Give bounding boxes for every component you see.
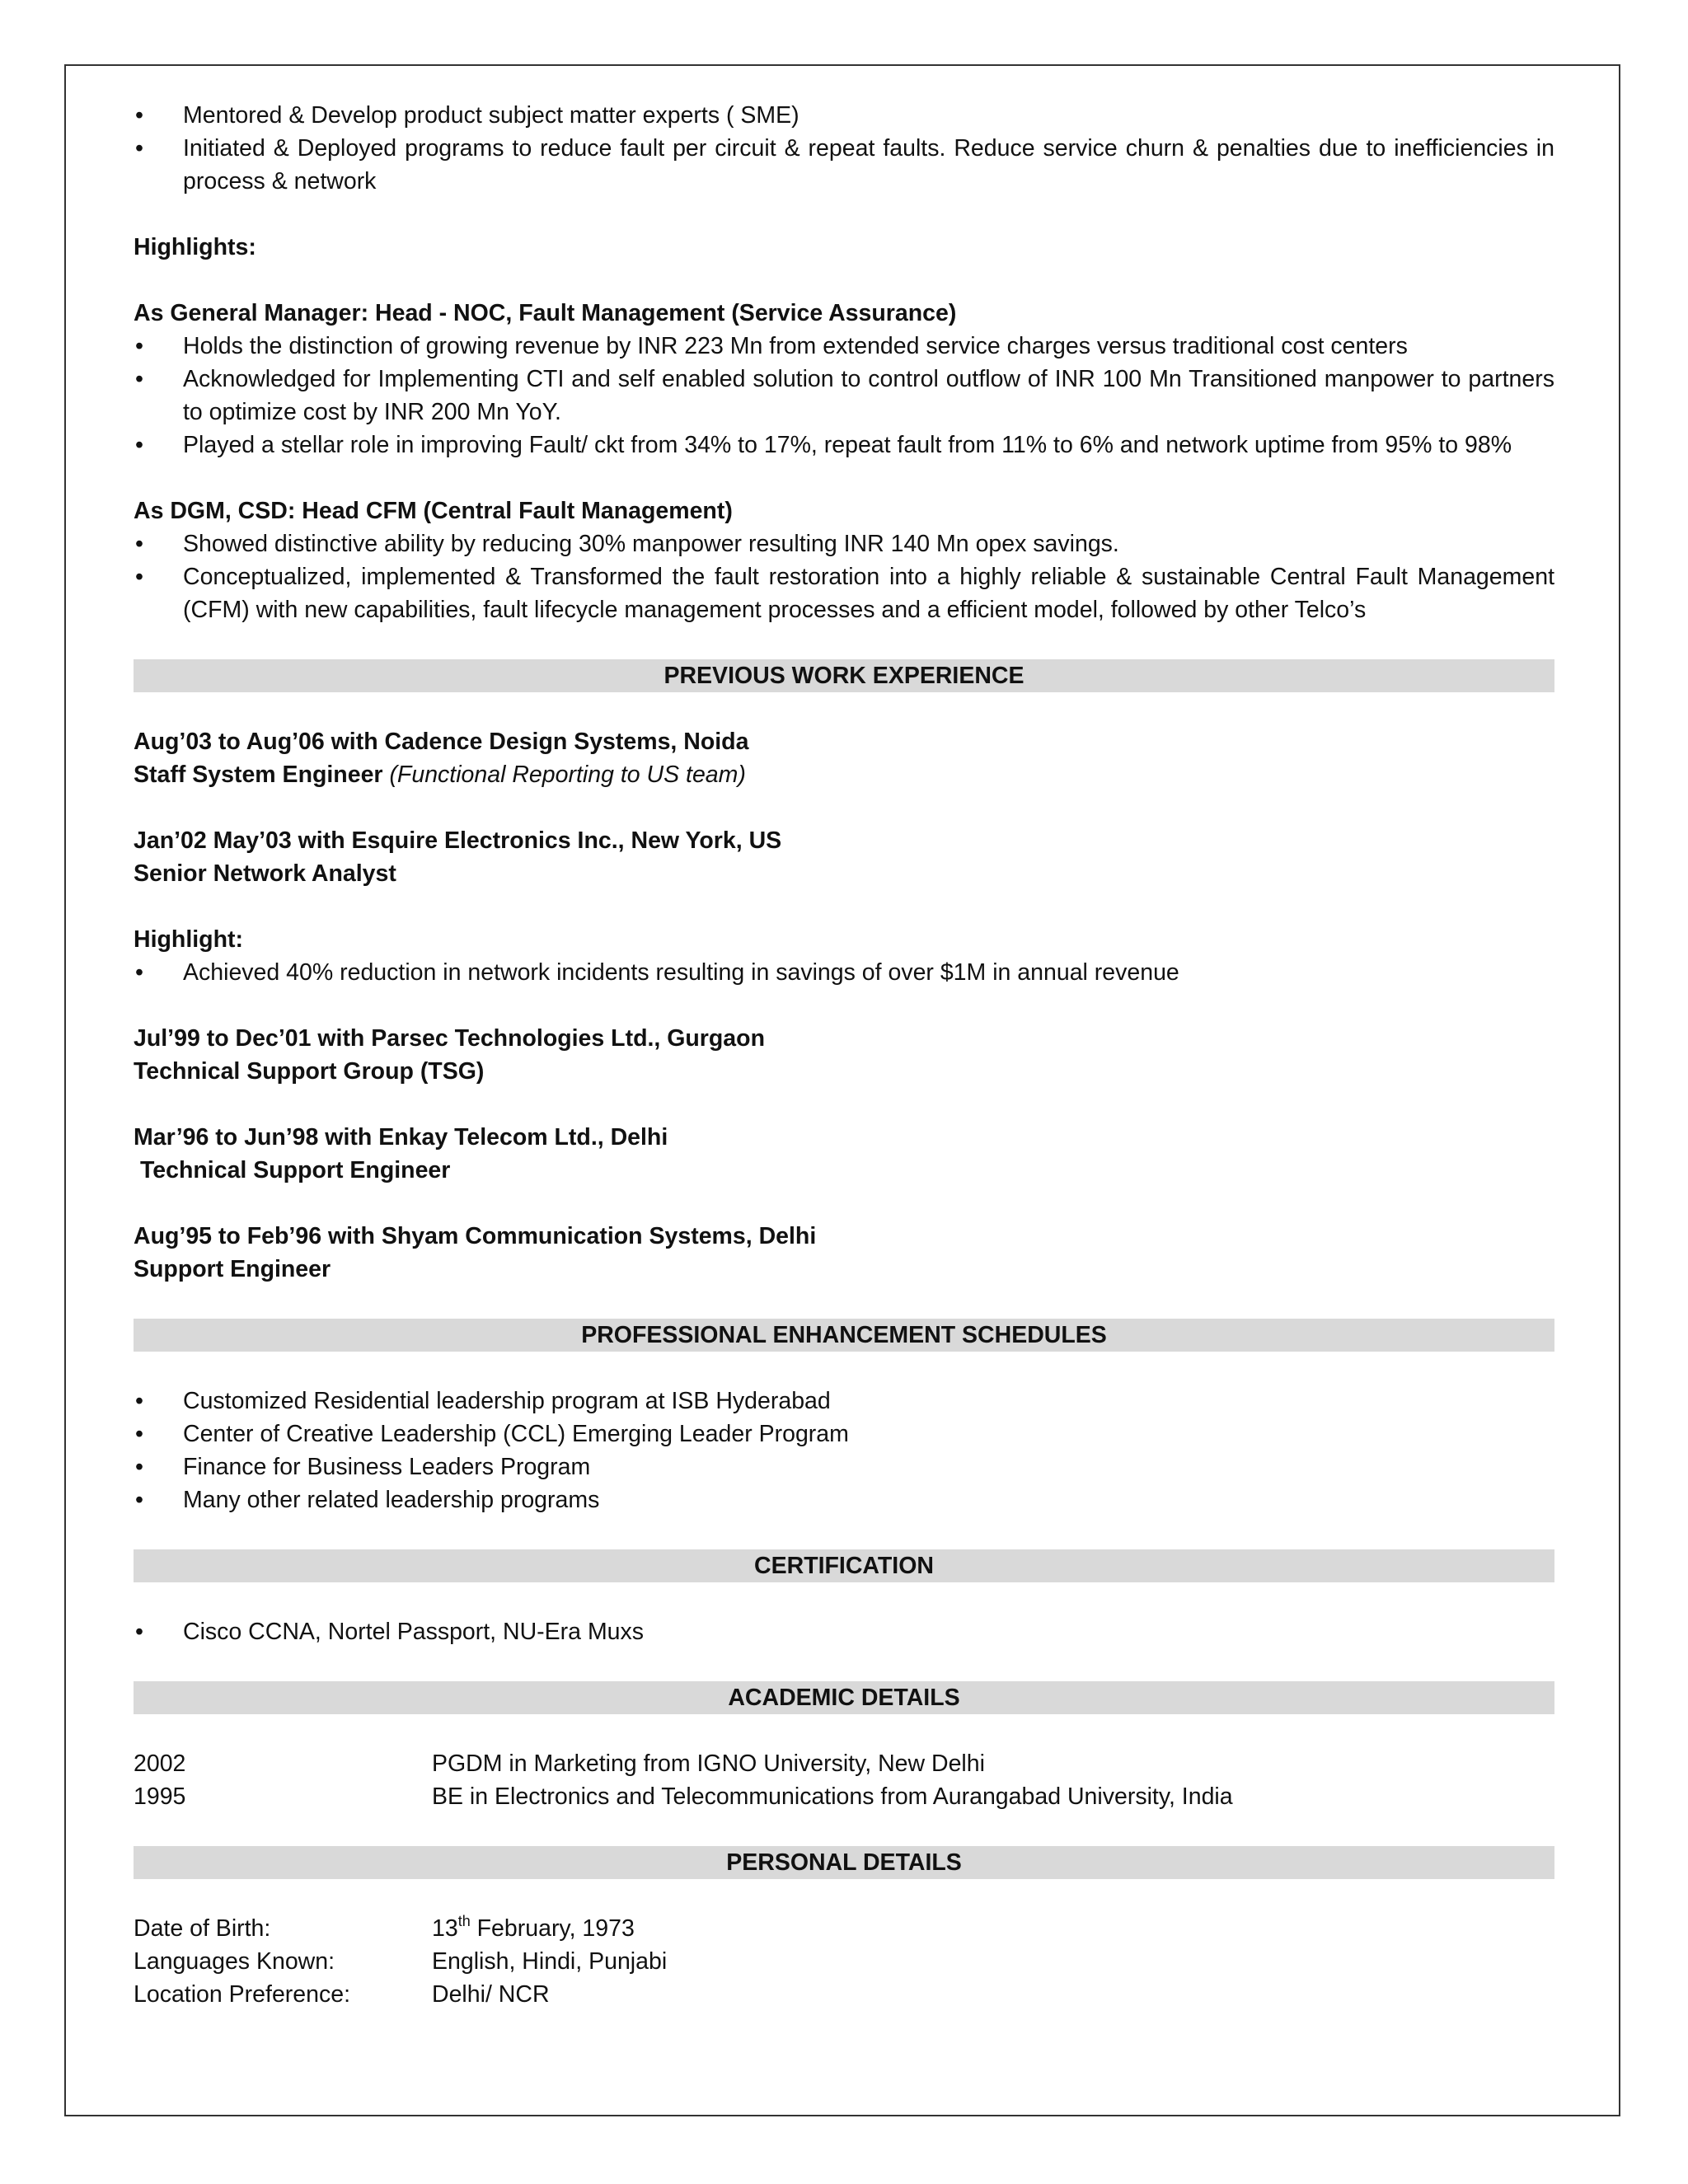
list-item: • Finance for Business Leaders Program: [134, 1451, 1554, 1483]
languages-label: Languages Known:: [134, 1948, 335, 1975]
section-personal: PERSONAL DETAILS: [134, 1846, 1554, 1879]
gm-heading: As General Manager: Head - NOC, Fault Management (Service Assurance): [134, 300, 957, 326]
esquire-bullet-list: [134, 956, 1554, 989]
list-item: • Mentored & Develop product subject matter experts ( SME): [134, 99, 1554, 132]
list-item: • Holds the distinction of growing revenue by INR 223 Mn from extended service charges versus traditional cost centers: [134, 330, 1554, 363]
dob-label: Date of Birth:: [134, 1915, 271, 1942]
list-item: • Acknowledged for Implementing CTI and self enabled solution to control outflow of INR 100 Mn Transitioned manpower to partners to optimize cost by INR 200 Mn YoY.: [134, 363, 1554, 429]
job-esquire-highlight-label: Highlight:: [134, 926, 243, 953]
job-esquire-line: Jan’02 May’03 with Esquire Electronics Inc., New York, US: [134, 827, 782, 854]
bullet-icon: •: [135, 531, 143, 557]
list-item: • Center of Creative Leadership (CCL) Emerging Leader Program: [134, 1418, 1554, 1451]
bullet-icon: •: [135, 1487, 143, 1513]
academic-year: 1995: [134, 1783, 186, 1810]
bullet-icon: •: [135, 432, 143, 458]
location-value: Delhi/ NCR: [432, 1981, 550, 2008]
section-certification: CERTIFICATION: [134, 1549, 1554, 1582]
academic-detail: BE in Electronics and Telecommunications from Aurangabad University, India: [432, 1783, 1233, 1810]
job-enkay-role: Technical Support Engineer: [140, 1157, 451, 1183]
job-cadence-role-row: [134, 758, 1554, 791]
bullet-icon: •: [135, 102, 143, 129]
dgm-heading: As DGM, CSD: Head CFM (Central Fault Management): [134, 498, 733, 524]
gm-bullet-list: [134, 330, 1554, 462]
personal-location-row: [134, 1978, 1554, 2011]
personal-dob-row: [134, 1912, 1554, 1945]
job-cadence-line: Aug’03 to Aug’06 with Cadence Design Systems, Noida: [134, 729, 749, 755]
job-cadence-note: (Functional Reporting to US team): [389, 762, 746, 788]
job-cadence-role: Staff System Engineer: [134, 762, 383, 788]
academic-row: [134, 1780, 1554, 1813]
bullet-icon: •: [135, 1454, 143, 1480]
section-previous-work: PREVIOUS WORK EXPERIENCE: [134, 659, 1554, 692]
certification-list: [134, 1615, 1554, 1648]
job-esquire-role: Senior Network Analyst: [134, 860, 396, 887]
job-enkay-line: Mar’96 to Jun’98 with Enkay Telecom Ltd., Delhi: [134, 1124, 668, 1151]
section-academic: ACADEMIC DETAILS: [134, 1681, 1554, 1714]
list-item: • Cisco CCNA, Nortel Passport, NU-Era Muxs: [134, 1615, 1554, 1648]
list-item: • Customized Residential leadership program at ISB Hyderabad: [134, 1385, 1554, 1418]
highlights-label: Highlights:: [134, 234, 256, 260]
academic-row: [134, 1747, 1554, 1780]
job-shyam-line: Aug’95 to Feb’96 with Shyam Communication Systems, Delhi: [134, 1223, 817, 1249]
personal-languages-row: [134, 1945, 1554, 1978]
academic-year: 2002: [134, 1750, 186, 1777]
section-enhancement: PROFESSIONAL ENHANCEMENT SCHEDULES: [134, 1319, 1554, 1352]
dgm-bullet-list: [134, 527, 1554, 626]
bullet-icon: •: [135, 366, 143, 392]
languages-value: English, Hindi, Punjabi: [432, 1948, 668, 1975]
list-item: • Many other related leadership programs: [134, 1483, 1554, 1516]
bullet-icon: •: [135, 959, 143, 986]
bullet-icon: •: [135, 1619, 143, 1645]
list-item: • Played a stellar role in improving Fault/ ckt from 34% to 17%, repeat fault from 11% to 6% and network uptime from 95% to 98%: [134, 429, 1554, 462]
resume-page: [134, 99, 1554, 2011]
bullet-icon: •: [135, 333, 143, 359]
job-parsec-line: Jul’99 to Dec’01 with Parsec Technologies Ltd., Gurgaon: [134, 1025, 765, 1052]
top-bullet-list: [134, 99, 1554, 198]
list-item: • Achieved 40% reduction in network incidents resulting in savings of over $1M in annual revenue: [134, 956, 1554, 989]
bullet-icon: •: [135, 564, 143, 590]
bullet-icon: •: [135, 1421, 143, 1447]
enhancement-list: [134, 1385, 1554, 1516]
list-item: • Showed distinctive ability by reducing 30% manpower resulting INR 140 Mn opex savings.: [134, 527, 1554, 560]
dob-value: 13th February, 1973: [432, 1913, 635, 1942]
job-parsec-role: Technical Support Group (TSG): [134, 1058, 485, 1085]
job-shyam-role: Support Engineer: [134, 1256, 331, 1282]
bullet-icon: •: [135, 1388, 143, 1414]
bullet-icon: •: [135, 135, 143, 162]
list-item: • Initiated & Deployed programs to reduce fault per circuit & repeat faults. Reduce service churn & penalties due to inefficiencies in process & network: [134, 132, 1554, 198]
list-item: • Conceptualized, implemented & Transformed the fault restoration into a highly reliable & sustainable Central Fault Management (CFM) with new capabilities, fault lifecycle management processes and a efficient model, followed by other Telco’s: [134, 560, 1554, 626]
academic-detail: PGDM in Marketing from IGNO University, New Delhi: [432, 1750, 985, 1777]
location-label: Location Preference:: [134, 1981, 350, 2008]
